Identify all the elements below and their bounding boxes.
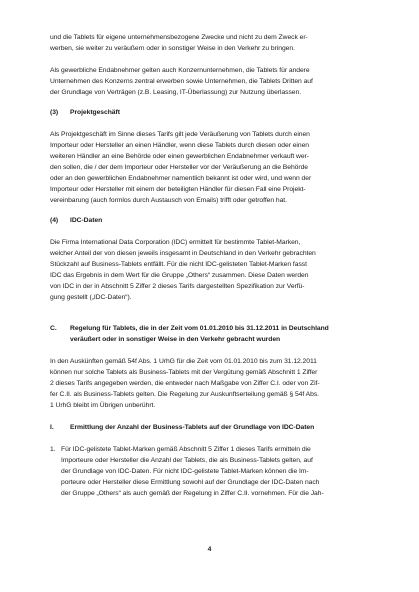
heading-projektgeschaeft [50,107,374,118]
text-line: von IDC in der in Abschnitt 5 Ziffer 2 dieses Tarifs dargestellten Spezifikation zur Verfü- [50,283,305,290]
text-line: 2 dieses Tarifs angegeben werden, die entweder nach Maßgabe von Ziffer C.I. oder von Zif- [50,380,320,387]
section-number: I. [50,424,54,431]
text-line: Als Projektgeschäft im Sinne dieses Tarifs gilt jede Veräußerung von Tablets durch einen [50,131,310,138]
text-line: In den Auskünften gemäß 54f Abs. 1 UrhG für die Zeit vom 01.01.2010 bis zum 31.12.2011 [50,358,317,365]
text-line: welcher Anteil der von diesen jeweils insgesamt in Deutschland in den Verkehr gebrachten [50,250,316,257]
section-title-line: Regelung für Tablets, die in der Zeit vom 01.01.2010 bis 31.12.2011 in Deutschland [70,325,329,332]
section-number: C. [50,325,57,332]
page-body [50,32,374,499]
heading-idc-daten [50,215,374,226]
text-line: können nur solche Tablets als Business-Tablets mit der Vergütung gemäß Abschnitt 1 Ziffer [50,369,318,376]
heading-title: IDC-Daten [70,217,103,224]
list-number: 1. [50,446,56,453]
text-line: der Gruppe „Others“ als auch gemäß der Regelung in Ziffer C.II. vornehmen. Für die Jah- [61,490,324,497]
text-line: der Grundlage von IDC-Daten. Für nicht IDC-gelistete Tablet-Marken können die Im- [61,468,309,475]
text-line: gung gestellt („IDC-Daten“). [50,294,132,301]
text-line: weiteren Händler an eine Behörde oder einen gewerblichen Endabnehmer verkauft wer- [50,153,309,160]
list-item-1 [50,444,374,499]
heading-number: (4) [50,217,59,224]
text-line: oder an den gewerblichen Endabnehmer namentlich bekannt ist oder wird, und wenn der [50,175,312,182]
paragraph-end-users [50,32,374,54]
text-line: Unternehmen des Konzerns zentral erwerben sowie Unternehmen, die Tablets Dritten auf [50,78,313,85]
heading-title: Projektgeschäft [70,109,120,116]
text-line: vereinbarung (auch formlos durch Austausch von Emails) trifft oder getroffen hat. [50,197,287,204]
text-line: fer C.II. als Business-Tablets gelten. Die Regelung zur Auskunftserteilung gemäß § 54f Abs. [50,391,319,398]
section-c-heading [50,323,374,345]
text-line: 1 UrhG bleibt im Übrigen unberührt. [50,402,156,409]
text-line: den sollen, die / der dem Importeur oder Hersteller vor der Veräußerung an die Behörde [50,164,308,171]
paragraph-idc-daten [50,237,374,303]
paragraph-projektgeschaeft [50,129,374,206]
paragraph-auskuenfte [50,356,374,411]
text-line: der Grundlage von Verträgen (z.B. Leasing, IT-Überlassung) zur Nutzung überlassen. [50,89,302,96]
page-number: 4 [207,546,212,553]
heading-number: (3) [50,109,59,116]
text-line: Importeur oder Hersteller an einen Händler, wenn diese Tablets durch diesen oder einen [50,142,309,149]
text-line: Importeur oder Hersteller mit einem der beteiligten Händler für diesen Fall eine Projekt- [50,186,306,193]
section-title: Ermittlung der Anzahl der Business-Tablets auf der Grundlage von IDC-Daten [70,424,315,431]
text-line: Die Firma International Data Corporation (IDC) ermittelt für bestimmte Tablet-Marken, [50,239,301,246]
text-line: Für IDC-gelistete Tablet-Marken gemäß Abschnitt 5 Ziffer 1 dieses Tarifs ermitteln die [61,446,311,453]
text-line: porteure oder Hersteller diese Ermittlung sowohl auf der Grundlage der IDC-Daten nach [61,479,320,486]
text-line: IDC das Ergebnis in dem Wert für die Gruppe „Others“ zusammen. Diese Daten werden [50,272,309,279]
text-line: Stückzahl auf Business-Tablets entfällt. Für die nicht IDC-gelisteten Tablet-Marken fasst [50,261,307,268]
text-line: und die Tablets für eigene unternehmensbezogene Zwecke und nicht zu dem Zweck er- [50,34,308,41]
text-line: Als gewerbliche Endabnehmer gelten auch Konzernunternehmen, die Tablets für andere [50,67,310,74]
text-line: Importeure oder Hersteller die Anzahl der Tablets, die als Business-Tablets gelten, auf [61,457,313,464]
paragraph-corporate-end-users [50,65,374,98]
section-title-line: veräußert oder in sonstiger Weise in den Verkehr gebracht wurden [70,336,281,343]
text-line: werben, sie weiter zu veräußern oder in sonstiger Weise in den Verkehr zu bringen. [50,45,295,52]
section-i-heading [50,422,374,433]
